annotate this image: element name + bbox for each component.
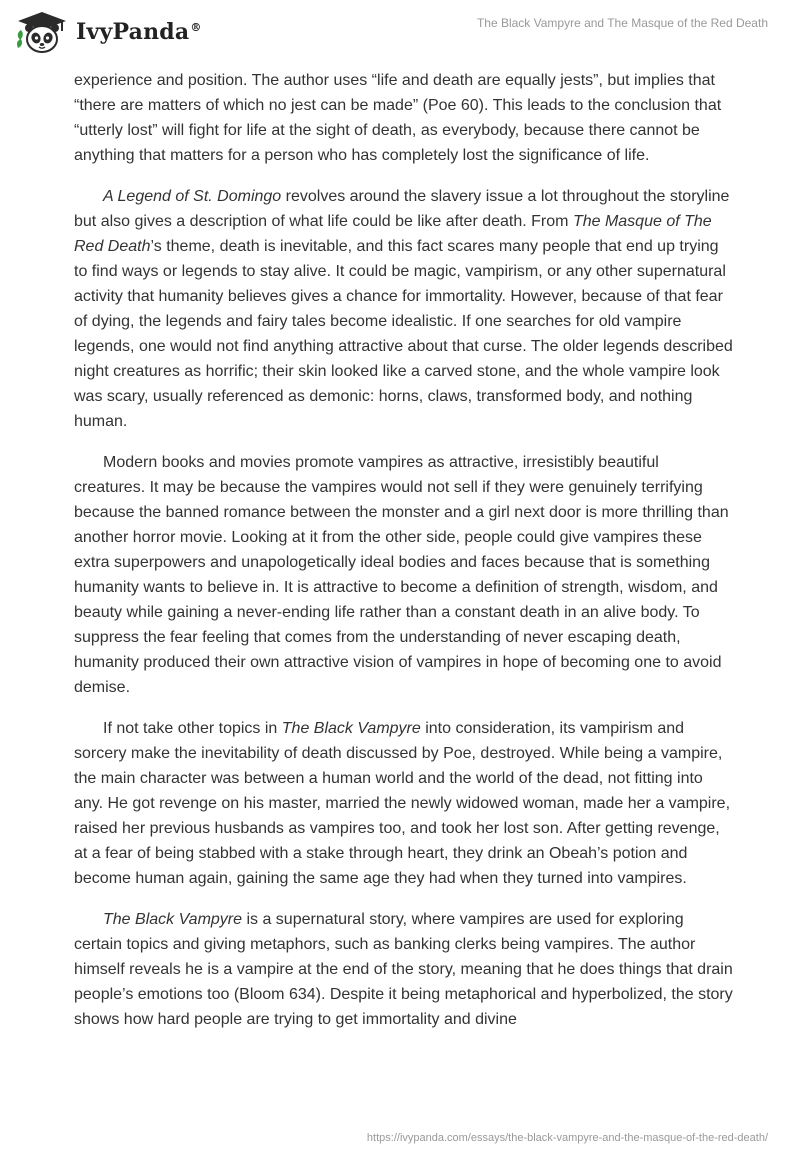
brand-name: IvyPanda® — [76, 19, 202, 45]
document-title: The Black Vampyre and The Masque of the Red Death — [476, 16, 768, 30]
essay-content — [74, 68, 734, 1048]
paragraph-4: If not take other topics in The Black Vampyre into consideration, its vampirism and sorcery make the inevitability of death discussed by Poe, destroyed. While being a vampire, the main character was between a human world and the world of the dead, not fitting into any. He got revenge on his master, married the newly widowed woman, made her a vampire, raised her previous husbands as vampires too, and took her lost son. After getting revenge, at a fear of being stabbed with a stake through heart, they drink an Obeah’s potion and become human again, gaining the same age they had when they turned into vampires. — [74, 720, 731, 887]
paragraph-1: experience and position. The author uses “life and death are equally jests”, but implies that “there are matters of which no jest can be made” (Poe 60). This leads to the conclusion that “utterly lost” will fight for life at the sight of death, as everybody, because there cannot be anything that matters for a person who has completely lost the significance of life. — [74, 72, 722, 164]
title-masque-red-death: The Masque of The Red Death — [74, 213, 712, 255]
paragraph-5: The Black Vampyre is a supernatural story, where vampires are used for exploring certain topics and giving metaphors, such as banking clerks being vampires. The author himself reveals he is a vampire at the end of the story, meaning that he does things that drain people’s emotions too (Bloom 634). Despite it being metaphorical and hyperbolized, the story shows how hard people are trying to get immortality and divine — [74, 911, 733, 1028]
title-black-vampyre: The Black Vampyre — [103, 911, 243, 928]
panda-graduation-cap-icon — [14, 10, 70, 54]
source-url[interactable]: https://ivypanda.com/essays/the-black-vampyre-and-the-masque-of-the-red-death/ — [366, 1132, 768, 1144]
title-black-vampyre: The Black Vampyre — [281, 720, 421, 737]
page-header — [0, 0, 800, 64]
title-legend-st-domingo: A Legend of St. Domingo — [103, 188, 282, 205]
paragraph-2: A Legend of St. Domingo revolves around the slavery issue a lot throughout the storyline but also gives a description of what life could be like after death. From The Masque of The Red Death’s theme, death is inevitable, and this fact scares many people that end up trying to find ways or legends to stay alive. It could be magic, vampirism, or any other supernatural activity that humanity believes gives a chance for immortality. However, because of that fear of dying, the legends and fairy tales become idealistic. If one searches for old vampire legends, one would not find anything attractive about that curse. The older legends described night creatures as horrific; their skin looked like a carved stone, and the whole vampire look was scary, usually referenced as demonic: horns, claws, transformed body, and nothing human. — [74, 188, 733, 430]
ivypanda-logo[interactable] — [14, 10, 202, 54]
paragraph-3: Modern books and movies promote vampires as attractive, irresistibly beautiful creatures. It may be because the vampires would not sell if they were genuinely terrifying because the banned romance between the monster and a girl next door is more thrilling than another horror movie. Looking at it from the other side, people could give vampires these extra superpowers and unapologetically ideal bodies and faces because that is something humanity wants to believe in. It is attractive to become a definition of strength, wisdom, and beauty while gaining a never-ending life rather than a constant death in an alive body. To suppress the fear feeling that comes from the understanding of never escaping death, humanity produced their own attractive vision of vampires in hope of becoming one to avoid demise. — [74, 454, 729, 696]
